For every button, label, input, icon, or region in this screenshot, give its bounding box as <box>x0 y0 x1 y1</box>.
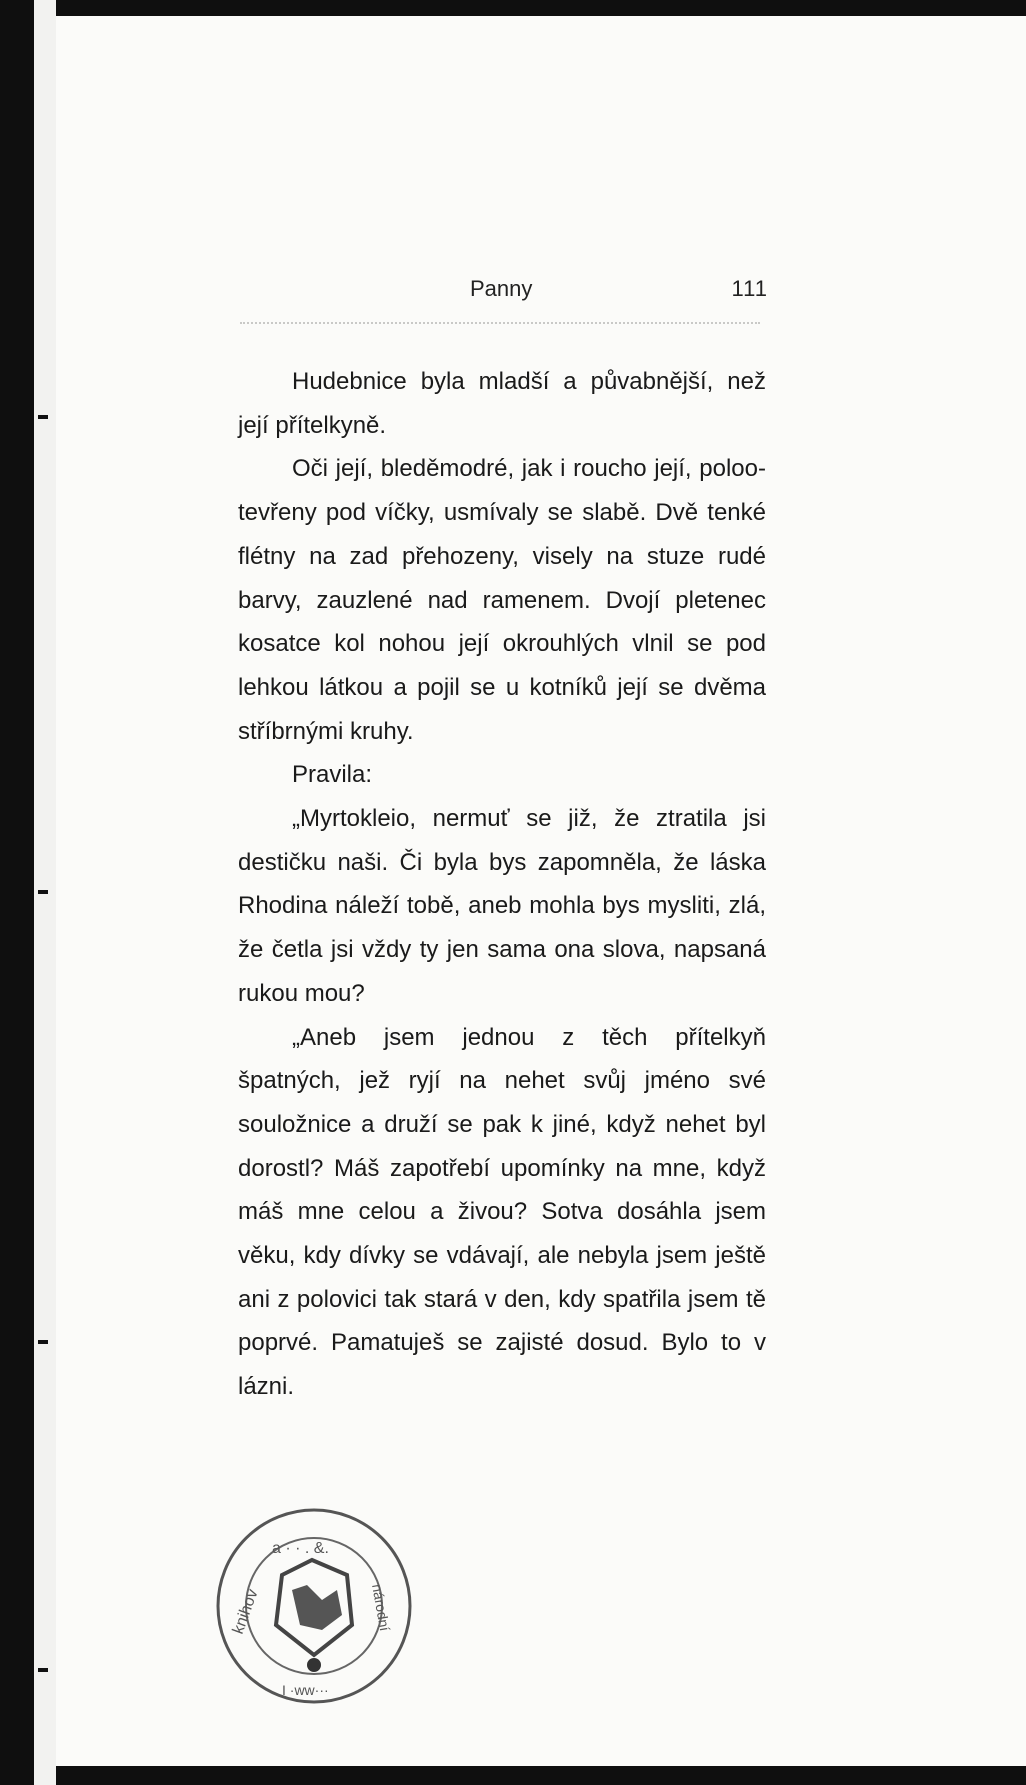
paragraph: Pravila: <box>292 761 373 789</box>
binding-mark <box>38 890 48 894</box>
svg-text:národní: národní <box>369 1582 394 1633</box>
running-title: Panny <box>470 276 533 301</box>
library-stamp <box>212 1505 416 1707</box>
paragraph: „Aneb jsem jednou z těch přítelkyň špatných, jež ryjí na nehet svůj jméno své souložnice a druží se pak k jiné, když nehet byl dorostl? Máš zapotřebí upomínky na mne, když máš mne celou a živou? Sotva dosáhla jsem věku, kdy dívky se vdávají, ale nebyla jsem ještě ani z polovici tak stará v den, kdy spatřila jsem tě poprvé. Pamatuješ se zajisté dosud. Bylo to v lázni. <box>238 1023 766 1401</box>
paragraph: Oči její, bleděmodré, jak i roucho její, polootevřeny pod víčky, usmívaly se slabě. Dvě tenké flétny na zad přehozeny, visely na stuze rudé barvy, zauzlené nad ramenem. Dvojí pletenec kosatce kol nohou její okrouhlých vlnil se pod lehkou látkou a pojil se u kotníků její se dvěma stříbrnými kruhy. <box>238 455 766 745</box>
paragraph: Hudebnice byla mladší a půvabnější, než její přítelkyně. <box>238 368 766 439</box>
paragraph: „Myrtokleio, nermuť se již, že ztratila jsi destičku naši. Či byla bys zapomněla, že láska Rhodina náleží tobě, aneb mohla bys mysliti, zlá, že četla jsi vždy ty jen sama ona slova, napsaná rukou mou? <box>238 805 766 1007</box>
binding-mark <box>38 1668 48 1672</box>
binding-mark <box>38 415 48 419</box>
running-header <box>240 270 770 310</box>
svg-text:a · · . &.: a · · . &. <box>272 1540 329 1557</box>
svg-text:I ·ww···: I ·ww··· <box>282 1682 329 1698</box>
binding-mark <box>38 1340 48 1344</box>
svg-text:knihov: knihov <box>229 1587 262 1637</box>
page-number: 111 <box>731 276 768 301</box>
header-rule <box>240 322 760 324</box>
body-text <box>238 360 766 1409</box>
